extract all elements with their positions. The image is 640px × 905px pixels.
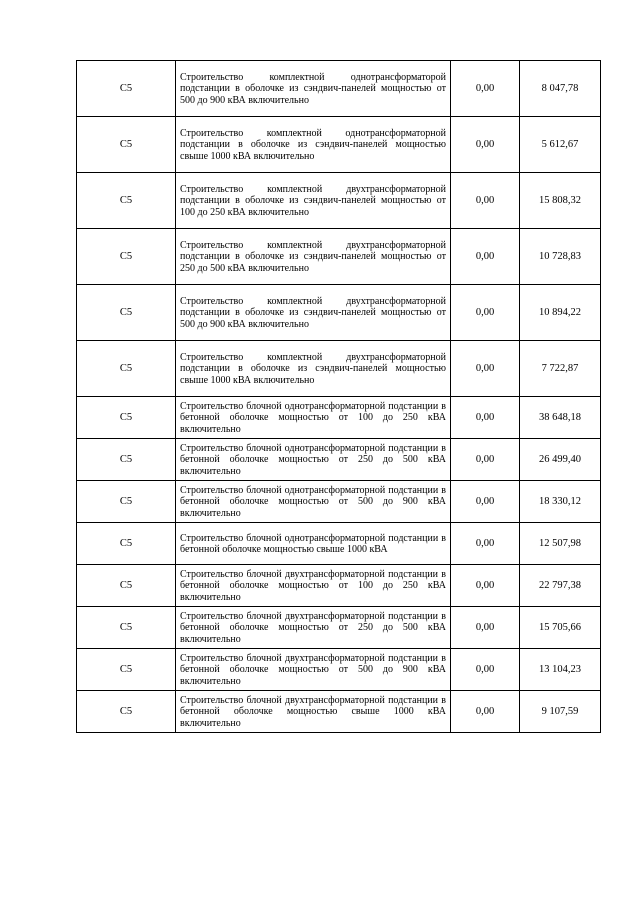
rate-value: 0,00 (451, 397, 520, 439)
table-row (77, 649, 601, 691)
rate-code: С5 (77, 649, 176, 691)
rate-code: С5 (77, 397, 176, 439)
table-row (77, 691, 601, 733)
cost-value: 12 507,98 (520, 523, 601, 565)
cost-value: 10 894,22 (520, 285, 601, 341)
table-row (77, 117, 601, 173)
work-description: Строительство блочной однотрансформаторной подстанции в бетонной оболочке мощностью от 100 до 250 кВА включительно (176, 397, 451, 439)
work-description: Строительство блочной двухтрансформаторной подстанции в бетонной оболочке мощностью свыше 1000 кВА включительно (176, 691, 451, 733)
table-row (77, 61, 601, 117)
work-description: Строительство блочной двухтрансформаторной подстанции в бетонной оболочке мощностью от 500 до 900 кВА включительно (176, 649, 451, 691)
rate-value: 0,00 (451, 481, 520, 523)
cost-value: 18 330,12 (520, 481, 601, 523)
work-description: Строительство комплектной двухтрансформаторной подстанции в оболочке из сэндвич-панелей мощностью от 100 до 250 кВА включительно (176, 173, 451, 229)
cost-value: 26 499,40 (520, 439, 601, 481)
work-description: Строительство блочной двухтрансформаторной подстанции в бетонной оболочке мощностью от 250 до 500 кВА включительно (176, 607, 451, 649)
table-row (77, 285, 601, 341)
cost-value: 7 722,87 (520, 341, 601, 397)
table-row (77, 523, 601, 565)
rate-code: С5 (77, 439, 176, 481)
cost-value: 38 648,18 (520, 397, 601, 439)
rate-value: 0,00 (451, 341, 520, 397)
rate-code: С5 (77, 607, 176, 649)
table-row (77, 229, 601, 285)
table-row (77, 397, 601, 439)
work-description: Строительство комплектной двухтрансформаторной подстанции в оболочке из сэндвич-панелей мощностью свыше 1000 кВА включительно (176, 341, 451, 397)
cost-value: 15 705,66 (520, 607, 601, 649)
cost-value: 10 728,83 (520, 229, 601, 285)
work-description: Строительство комплектной двухтрансформаторной подстанции в оболочке из сэндвич-панелей мощностью от 250 до 500 кВА включительно (176, 229, 451, 285)
rate-value: 0,00 (451, 607, 520, 649)
rate-code: С5 (77, 523, 176, 565)
work-description: Строительство блочной однотрансформаторной подстанции в бетонной оболочке мощностью от 500 до 900 кВА включительно (176, 481, 451, 523)
rate-code: С5 (77, 117, 176, 173)
rate-code: С5 (77, 565, 176, 607)
rate-code: С5 (77, 341, 176, 397)
rate-value: 0,00 (451, 117, 520, 173)
rate-value: 0,00 (451, 229, 520, 285)
rate-code: С5 (77, 61, 176, 117)
cost-value: 5 612,67 (520, 117, 601, 173)
work-description: Строительство комплектной однотрансформаторой подстанции в оболочке из сэндвич-панелей мощностью от 500 до 900 кВА включительно (176, 61, 451, 117)
rate-value: 0,00 (451, 565, 520, 607)
work-description: Строительство блочной однотрансформаторной подстанции в бетонной оболочке мощностью от 250 до 500 кВА включительно (176, 439, 451, 481)
rate-value: 0,00 (451, 285, 520, 341)
cost-value: 9 107,59 (520, 691, 601, 733)
rate-value: 0,00 (451, 439, 520, 481)
table-row (77, 341, 601, 397)
table-row (77, 173, 601, 229)
table-row (77, 607, 601, 649)
rate-value: 0,00 (451, 523, 520, 565)
rate-code: С5 (77, 481, 176, 523)
rate-code: С5 (77, 691, 176, 733)
rate-code: С5 (77, 285, 176, 341)
table-row (77, 439, 601, 481)
work-description: Строительство комплектной двухтрансформаторной подстанции в оболочке из сэндвич-панелей мощностью от 500 до 900 кВА включительно (176, 285, 451, 341)
cost-value: 8 047,78 (520, 61, 601, 117)
cost-value: 13 104,23 (520, 649, 601, 691)
rates-table (76, 60, 601, 733)
cost-value: 22 797,38 (520, 565, 601, 607)
table-row (77, 481, 601, 523)
rate-value: 0,00 (451, 691, 520, 733)
rate-code: С5 (77, 173, 176, 229)
work-description: Строительство блочной двухтрансформаторной подстанции в бетонной оболочке мощностью от 100 до 250 кВА включительно (176, 565, 451, 607)
rate-value: 0,00 (451, 649, 520, 691)
work-description: Строительство блочной однотрансформаторной подстанции в бетонной оболочке мощностью свыше 1000 кВА (176, 523, 451, 565)
cost-value: 15 808,32 (520, 173, 601, 229)
rate-code: С5 (77, 229, 176, 285)
table-row (77, 565, 601, 607)
rate-value: 0,00 (451, 61, 520, 117)
rate-value: 0,00 (451, 173, 520, 229)
work-description: Строительство комплектной однотрансформаторной подстанции в оболочке из сэндвич-панелей мощностью свыше 1000 кВА включительно (176, 117, 451, 173)
